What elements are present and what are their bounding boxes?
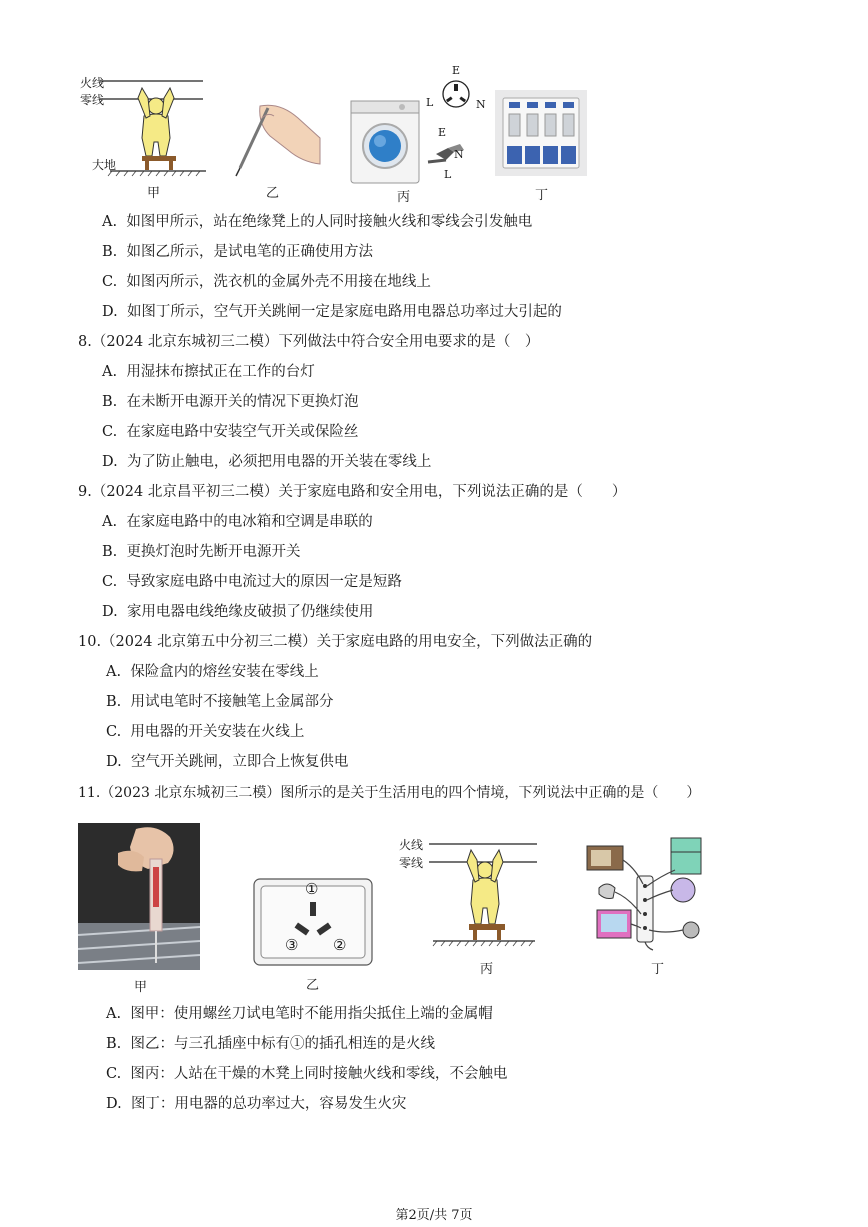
figure-jia-person-on-stool — [78, 68, 208, 180]
figure-ding-circuit-breaker — [495, 90, 587, 176]
q11-option-b: B. 图乙：与三孔插座中标有①的插孔相连的是火线 — [106, 1036, 435, 1052]
caption-yi: 乙 — [266, 186, 280, 201]
socket-mark-3: ③ — [285, 936, 299, 954]
plug-top-label-e: E — [452, 64, 461, 77]
q11-caption-ding: 丁 — [651, 962, 665, 977]
q7-option-c: C. 如图丙所示，洗衣机的金属外壳不用接在地线上 — [102, 274, 431, 290]
q11-stem: 11.（2023 北京东城初三二模）图所示的是关于生活用电的四个情境，下列说法中正确的是（ ） — [78, 785, 701, 801]
q11-caption-bing: 丙 — [480, 962, 494, 977]
q11-label-live-wire: 火线 — [399, 838, 424, 852]
q7-option-b: B. 如图乙所示，是试电笔的正确使用方法 — [102, 244, 373, 260]
figure-bing-plug-diagram — [420, 66, 492, 184]
q9-option-a: A. 在家庭电路中的电冰箱和空调是串联的 — [102, 514, 373, 530]
q10-option-d: D. 空气开关跳闸，立即合上恢复供电 — [106, 754, 349, 770]
label-live-wire: 火线 — [80, 76, 105, 90]
figure-q11-jia-test-pen-photo — [78, 823, 200, 970]
q11-option-c: C. 图丙：人站在干燥的木凳上同时接触火线和零线，不会触电 — [106, 1066, 508, 1082]
figure-q11-bing-person-on-stool — [397, 834, 537, 954]
label-neutral-wire: 零线 — [80, 93, 105, 107]
q11-label-neutral-wire: 零线 — [399, 856, 424, 870]
plug-top-label-l: L — [426, 96, 434, 109]
caption-bing: 丙 — [397, 190, 411, 205]
plug-bottom-label-n: N — [454, 148, 464, 161]
plug-top-label-n: N — [476, 98, 486, 111]
caption-jia: 甲 — [147, 186, 161, 201]
page-footer: 第2页/共 7页 — [395, 1208, 473, 1223]
q9-option-c: C. 导致家庭电路中电流过大的原因一定是短路 — [102, 574, 402, 590]
q8-option-d: D. 为了防止触电，必须把用电器的开关装在零线上 — [102, 454, 432, 470]
q8-stem: 8.（2024 北京东城初三二模）下列做法中符合安全用电要求的是（ ） — [78, 334, 540, 350]
q11-caption-jia: 甲 — [134, 980, 148, 995]
figure-yi-test-pen-hand — [232, 98, 324, 180]
q11-option-d: D. 图丁：用电器的总功率过大，容易发生火灾 — [106, 1096, 407, 1112]
q10-option-b: B. 用试电笔时不接触笔上金属部分 — [106, 694, 334, 710]
socket-mark-2: ② — [333, 936, 347, 954]
q8-option-b: B. 在未断开电源开关的情况下更换灯泡 — [102, 394, 359, 410]
socket-mark-1: ① — [305, 880, 319, 898]
q9-option-d: D. 家用电器电线绝缘皮破损了仍继续使用 — [102, 604, 374, 620]
label-ground: 大地 — [92, 158, 117, 172]
q8-option-a: A. 用湿抹布擦拭正在工作的台灯 — [102, 364, 315, 380]
q8-option-c: C. 在家庭电路中安装空气开关或保险丝 — [102, 424, 359, 440]
plug-bottom-label-l: L — [444, 168, 452, 181]
figure-q11-yi-three-hole-socket — [253, 878, 373, 966]
q7-option-d: D. 如图丁所示，空气开关跳闸一定是家庭电路用电器总功率过大引起的 — [102, 304, 562, 320]
q10-option-c: C. 用电器的开关安装在火线上 — [106, 724, 305, 740]
figure-q11-ding-overloaded-outlet — [583, 830, 711, 952]
caption-ding: 丁 — [535, 188, 549, 203]
figure-bing-washing-machine — [350, 100, 420, 184]
q7-option-a: A. 如图甲所示，站在绝缘凳上的人同时接触火线和零线会引发触电 — [102, 214, 533, 230]
q10-stem: 10.（2024 北京第五中分初三二模）关于家庭电路的用电安全，下列做法正确的 — [78, 634, 593, 650]
plug-bottom-label-e: E — [438, 126, 447, 139]
q11-caption-yi: 乙 — [306, 978, 320, 993]
q9-stem: 9.（2024 北京昌平初三二模）关于家庭电路和安全用电，下列说法正确的是（ ） — [78, 484, 627, 500]
q10-option-a: A. 保险盒内的熔丝安装在零线上 — [106, 664, 319, 680]
q9-option-b: B. 更换灯泡时先断开电源开关 — [102, 544, 301, 560]
q11-option-a: A. 图甲：使用螺丝刀试电笔时不能用指尖抵住上端的金属帽 — [106, 1006, 493, 1022]
